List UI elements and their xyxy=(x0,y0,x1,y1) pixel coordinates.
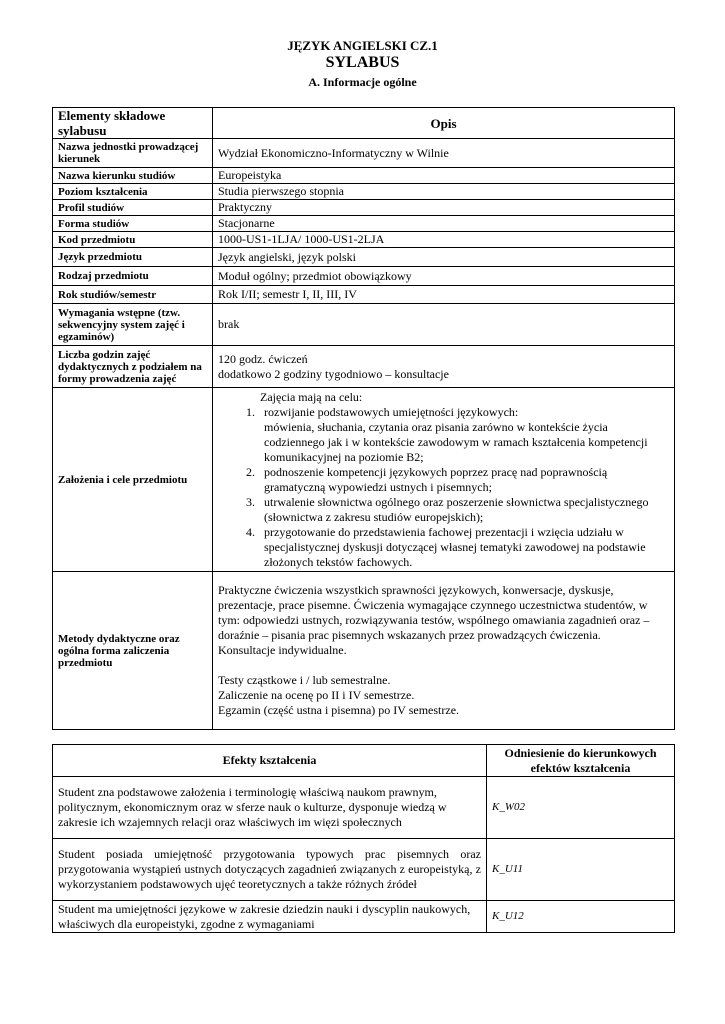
table-header-row xyxy=(53,108,675,139)
row-value: Wydział Ekonomiczno-Informatyczny w Wilnie xyxy=(213,139,675,168)
row-label: Rodzaj przedmiotu xyxy=(53,267,213,286)
methods-paragraph: Egzamin (część ustna i pisemna) po IV semestrze. xyxy=(218,703,460,717)
general-info-table xyxy=(52,107,675,730)
column-header-outcomes: Efekty kształcenia xyxy=(53,745,487,777)
row-value: Praktyczny xyxy=(213,200,675,216)
goals-row xyxy=(53,388,675,572)
outcome-text: Student zna podstawowe założenia i terminologię właściwą naukom prawnym, politycznym, ekonomicznym oraz w sferze nauk o kulturze, dysponuje wiedzą w zakresie ich wzajemnych relacji oraz właściwych im więzi społecznych xyxy=(53,777,487,839)
goal-detail: mówienia, słuchania, czytania oraz pisania zarówno w kontekście życia codziennego jak i w kontekście zawodowym w ramach kształcenia kompetencji komunikacyjnej na poziomie B2; xyxy=(264,419,648,464)
table-row xyxy=(53,139,675,168)
list-item xyxy=(258,525,669,570)
row-value: Rok I/II; semestr I, II, III, IV xyxy=(213,286,675,304)
methods-value xyxy=(213,572,675,730)
learning-outcomes-table xyxy=(52,744,675,933)
course-title: JĘZYK ANGIELSKI CZ.1 xyxy=(287,38,438,53)
goal-text: rozwijanie podstawowych umiejętności językowych: xyxy=(264,404,519,419)
outcome-text: Student posiada umiejętność przygotowania typowych prac pisemnych oraz przygotowania wystąpień ustnych dotyczących zagadnień związanych z europeistyką, z wykorzystaniem podstawowych ujęć teoretycznych a także różnych źródeł xyxy=(53,839,487,901)
row-value: Język angielski, język polski xyxy=(213,248,675,267)
goal-text: przygotowanie do przedstawienia fachowej prezentacji i wzięcia udziału w specjalistycznej dyskusji dotyczącej własnej tematyki zawodowej na podstawie złożonych tekstów fachowych. xyxy=(264,524,646,569)
outcome-code: K_U11 xyxy=(487,839,675,901)
outcome-code: K_U12 xyxy=(487,901,675,933)
table-row xyxy=(53,216,675,232)
table-header-row xyxy=(53,745,675,777)
row-value: 1000-US1-1LJA/ 1000-US1-2LJA xyxy=(213,232,675,248)
row-label: Nazwa kierunku studiów xyxy=(53,168,213,184)
methods-row xyxy=(53,572,675,730)
column-header-description: Opis xyxy=(213,108,675,139)
outcome-code: K_W02 xyxy=(487,777,675,839)
outcome-text: Student ma umiejętności językowe w zakresie dziedzin nauki i dyscyplin naukowych, właściwych dla europeistyki, zgodne z wymaganiami xyxy=(53,901,487,933)
document-title: SYLABUS xyxy=(325,54,400,71)
methods-paragraph: Praktyczne ćwiczenia wszystkich sprawności językowych, konwersacje, dyskusje, prezentacje, prace pisemne. Ćwiczenia wymagające czynnego uczestnictwa studentów, w tym: odpowiedzi ustnych, rozwiązywania testów, wspólnego omawiania zagadnień oraz – doraźnie – pisania prac pisemnych wskazanych przez prowadzących ćwiczenia. xyxy=(218,583,650,642)
table-row xyxy=(53,267,675,286)
row-value: Moduł ogólny; przedmiot obowiązkowy xyxy=(213,267,675,286)
list-item xyxy=(258,495,669,525)
list-item xyxy=(258,465,669,495)
spacer xyxy=(218,658,669,673)
goals-value xyxy=(213,388,675,572)
goal-text: utrwalenie słownictwa ogólnego oraz poszerzenie słownictwa specjalistycznego (słownictwa z zakresu studiów europejskich); xyxy=(264,494,649,524)
hours-value xyxy=(213,346,675,388)
row-value: Europeistyka xyxy=(213,168,675,184)
methods-paragraph: Konsultacje indywidualne. xyxy=(218,643,347,657)
row-label: Profil studiów xyxy=(53,200,213,216)
methods-paragraph: Zaliczenie na ocenę po II i IV semestrze. xyxy=(218,688,415,702)
row-value: Stacjonarne xyxy=(213,216,675,232)
hours-line: 120 godz. ćwiczeń xyxy=(218,351,308,366)
methods-paragraph: Testy cząstkowe i / lub semestralne. xyxy=(218,673,391,687)
hours-line: dodatkowo 2 godziny tygodniowo – konsultacje xyxy=(218,366,449,381)
table-row xyxy=(53,184,675,200)
table-row xyxy=(53,286,675,304)
row-label: Język przedmiotu xyxy=(53,248,213,267)
row-label: Poziom kształcenia xyxy=(53,184,213,200)
table-row xyxy=(53,168,675,184)
table-row xyxy=(53,839,675,901)
row-label: Nazwa jednostki prowadzącej kierunek xyxy=(53,139,213,168)
table-row xyxy=(53,248,675,267)
section-title: A. Informacje ogólne xyxy=(308,75,417,89)
hours-label: Liczba godzin zajęć dydaktycznych z podziałem na formy prowadzenia zajęć xyxy=(53,346,213,388)
goal-text: podnoszenie kompetencji językowych poprzez pracę nad poprawnością gramatyczną wypowiedzi ustnych i pisemnych; xyxy=(264,464,608,494)
column-header-elements: Elementy składowe sylabusu xyxy=(53,108,213,139)
goals-label: Założenia i cele przedmiotu xyxy=(53,388,213,572)
goals-intro: Zajęcia mają na celu: xyxy=(260,389,363,404)
table-row xyxy=(53,777,675,839)
row-label: Forma studiów xyxy=(53,216,213,232)
row-label: Kod przedmiotu xyxy=(53,232,213,248)
hours-row xyxy=(53,346,675,388)
list-item xyxy=(258,405,669,465)
table-row xyxy=(53,901,675,933)
row-label: Rok studiów/semestr xyxy=(53,286,213,304)
row-value: brak xyxy=(213,304,675,346)
row-value: Studia pierwszego stopnia xyxy=(213,184,675,200)
table-row xyxy=(53,200,675,216)
methods-label: Metody dydaktyczne oraz ogólna forma zaliczenia przedmiotu xyxy=(53,572,213,730)
goals-list xyxy=(218,405,669,570)
column-header-reference: Odniesienie do kierunkowych efektów kształcenia xyxy=(487,745,675,777)
row-label: Wymagania wstępne (tzw. sekwencyjny system zajęć i egzaminów) xyxy=(53,304,213,346)
table-row xyxy=(53,304,675,346)
table-row xyxy=(53,232,675,248)
